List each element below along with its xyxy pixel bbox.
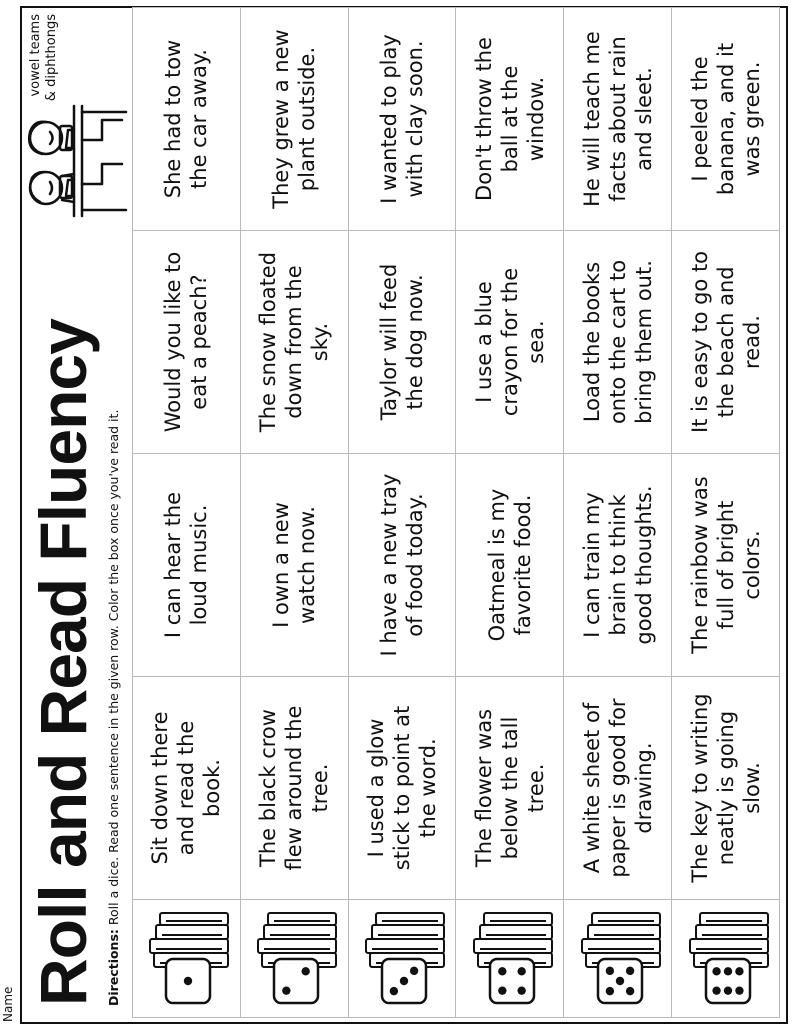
dice-and-books-icon xyxy=(568,904,668,1014)
sentence-box[interactable]: Would you like to eat a peach? xyxy=(133,231,241,454)
dice-face-icon xyxy=(568,904,668,1014)
directions-text: Roll a dice. Read one sentence in the given row. Color the box once you've read it. xyxy=(106,409,121,926)
dice-pip xyxy=(723,968,731,976)
sentence-box[interactable]: I can train my brain to think good thoughts. xyxy=(564,454,672,677)
dice-pip xyxy=(626,967,634,975)
sentence-box[interactable]: I have a new tray of food today. xyxy=(348,454,456,677)
dice-and-books-icon xyxy=(352,904,452,1014)
dice-pip xyxy=(735,968,743,976)
dice-pip xyxy=(712,987,720,995)
dice-face-icon xyxy=(352,904,452,1014)
dice-pip xyxy=(517,987,525,995)
directions xyxy=(106,410,121,1006)
dice-and-books-icon xyxy=(460,904,560,1014)
sentence-box[interactable]: I peeled the banana, and it was green. xyxy=(672,8,780,231)
theme-line-2: & diphthongs xyxy=(44,14,59,102)
sentence-box[interactable]: I use a blue crayon for the sea. xyxy=(456,231,564,454)
table-row xyxy=(240,8,348,1018)
table-row xyxy=(133,8,241,1018)
dice-pip xyxy=(605,987,613,995)
dice-and-books-icon xyxy=(136,904,236,1014)
sentence-box[interactable]: Don't throw the ball at the window. xyxy=(456,8,564,231)
sentence-box[interactable]: I wanted to play with clay soon. xyxy=(348,8,456,231)
dice-pip xyxy=(626,987,634,995)
sentence-box[interactable]: Taylor will feed the dog now. xyxy=(348,231,456,454)
dice-pip xyxy=(498,987,506,995)
sentence-box[interactable]: He will teach me facts about rain and sleet. xyxy=(564,8,672,231)
sentence-box[interactable]: The snow floated down from the sky. xyxy=(240,231,348,454)
dice-face-icon xyxy=(676,904,776,1014)
dice-pip xyxy=(410,967,418,975)
dice-pip xyxy=(616,977,624,985)
dice-pip xyxy=(712,968,720,976)
sentence-box[interactable]: They grew a new plant outside. xyxy=(240,8,348,231)
sentence-box[interactable]: I used a glow stick to point at the word. xyxy=(348,677,456,900)
dice-cell xyxy=(133,900,241,1018)
dice-face-icon xyxy=(136,904,236,1014)
sentence-box[interactable]: The black crow flew around the tree. xyxy=(240,677,348,900)
sentence-box[interactable]: I can hear the loud music. xyxy=(133,454,241,677)
dice-and-books-icon xyxy=(676,904,776,1014)
sentence-box[interactable]: Sit down there and read the book. xyxy=(133,677,241,900)
sentence-box[interactable]: I own a new watch now. xyxy=(240,454,348,677)
page-title: Roll and Read Fluency xyxy=(26,319,100,1006)
fluency-grid xyxy=(132,7,780,1018)
dice-face-icon xyxy=(460,904,560,1014)
dice-cell xyxy=(240,900,348,1018)
dice-pip xyxy=(302,968,310,976)
dice-pip xyxy=(735,987,743,995)
name-label: Name xyxy=(1,986,15,1022)
dice-body xyxy=(274,960,318,1004)
dice-cell xyxy=(564,900,672,1018)
sentence-box[interactable]: Load the books onto the cart to bring them out. xyxy=(564,231,672,454)
sentence-box[interactable]: A white sheet of paper is good for drawing. xyxy=(564,677,672,900)
sentence-box[interactable]: The rainbow was full of bright colors. xyxy=(672,454,780,677)
dice-pip xyxy=(390,987,398,995)
directions-label: Directions: xyxy=(106,929,121,1006)
table-row xyxy=(564,8,672,1018)
sentence-box[interactable]: The flower was below the tall tree. xyxy=(456,677,564,900)
sentence-box[interactable]: The key to writing neatly is going slow. xyxy=(672,677,780,900)
dice-pip xyxy=(498,968,506,976)
sentence-box[interactable]: It is easy to go to the beach and read. xyxy=(672,231,780,454)
dice-pip xyxy=(723,987,731,995)
dice-pip xyxy=(184,977,192,985)
dice-and-books-icon xyxy=(244,904,344,1014)
theme-line-1: vowel teams xyxy=(28,14,43,97)
table-row xyxy=(348,8,456,1018)
dice-face-icon xyxy=(244,904,344,1014)
sentence-box[interactable]: She had to tow the car away. xyxy=(133,8,241,231)
dice-pip xyxy=(282,987,290,995)
dice-body xyxy=(706,960,750,1004)
table-row xyxy=(456,8,564,1018)
dice-pip xyxy=(605,967,613,975)
dice-body xyxy=(490,960,534,1004)
dice-cell xyxy=(672,900,780,1018)
sentence-box[interactable]: Oatmeal is my favorite food. xyxy=(456,454,564,677)
dice-cell xyxy=(456,900,564,1018)
dice-cell xyxy=(348,900,456,1018)
table-row xyxy=(672,8,780,1018)
theme-label xyxy=(28,14,60,144)
dice-pip xyxy=(517,968,525,976)
dice-pip xyxy=(400,977,408,985)
